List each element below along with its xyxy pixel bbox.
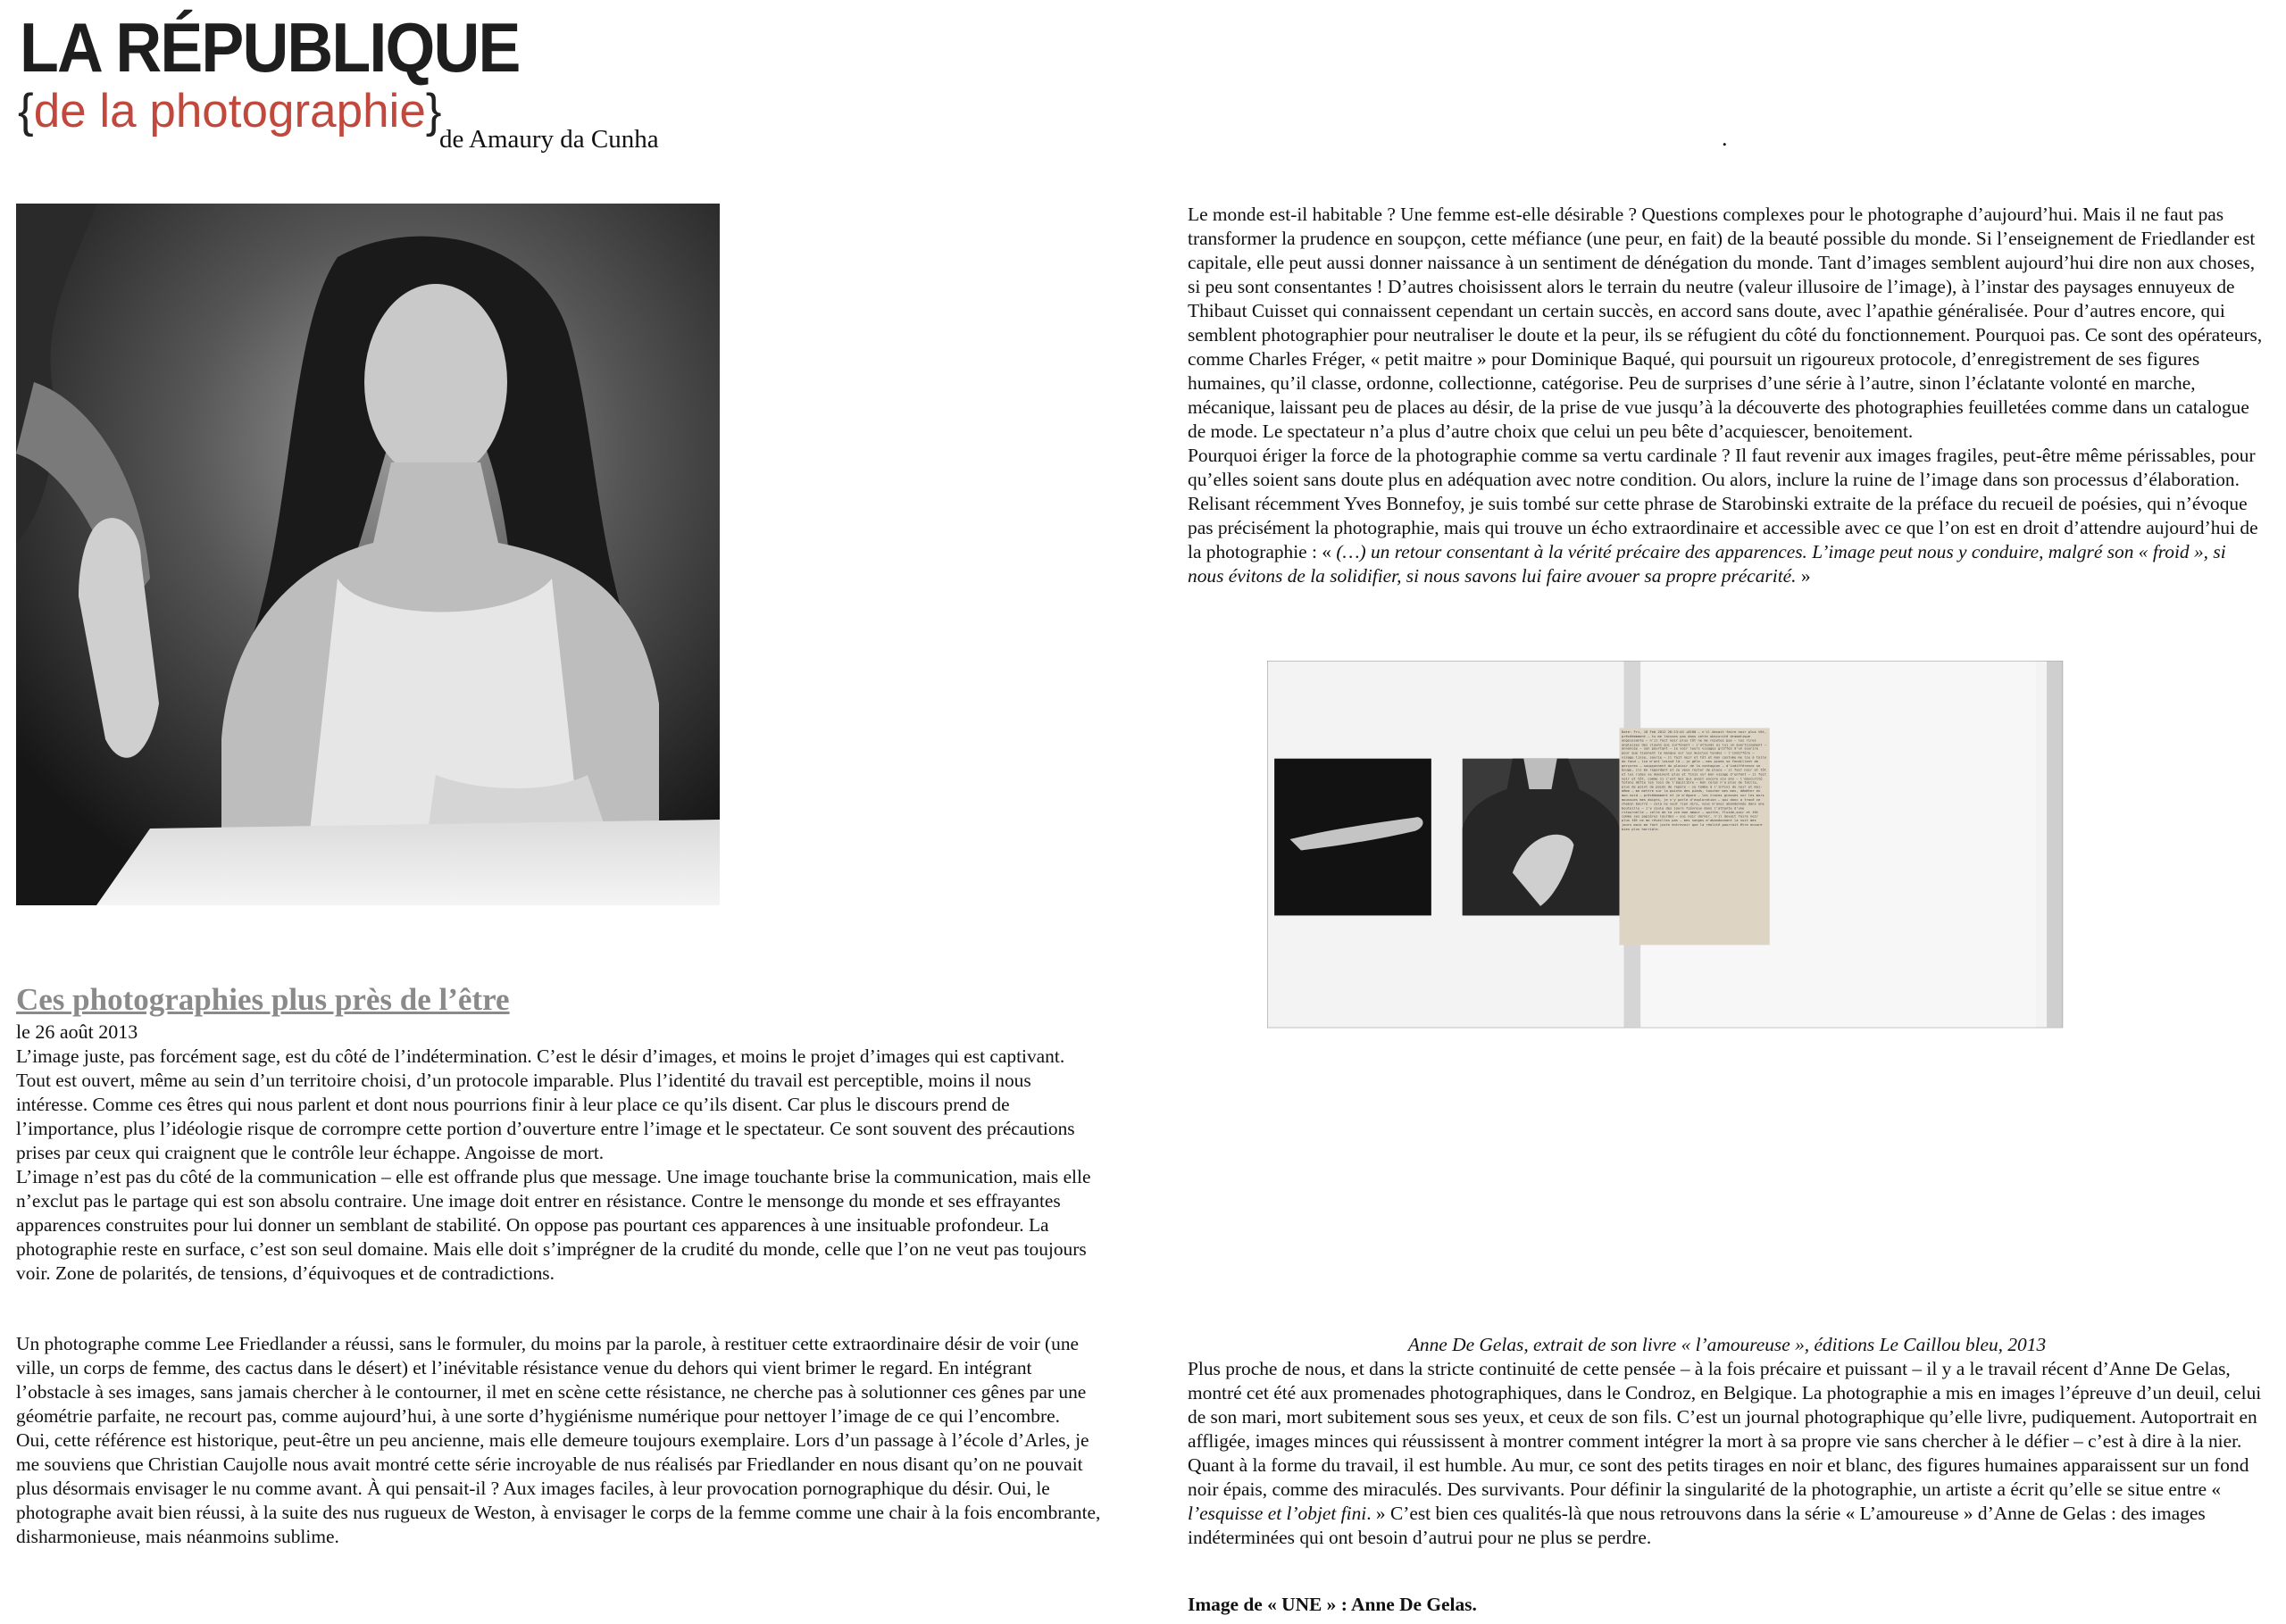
logo-de-la-photographie[interactable] xyxy=(18,87,442,135)
paragraph: L’image n’est pas du côté de la communication – elle est offrande plus que message. Une image touchante brise la communication, mais elle n’exclut pas le partage qui est son absolu contraire. Une image doit entrer en résistance. Contre le mensonge du monde et ses effrayantes apparences construites pour lui donner un semblant de stabilité. On oppose pas pourtant ces apparences à une insituable profondeur. La photographie reste en surface, c’est son seul domaine. Mais elle doit s’imprégner de la crudité du monde, celle que l’on ne veut pas toujours voir. Zone de polarités, de tensions, d’équivoques et de contradictions. xyxy=(16,1166,1091,1284)
paragraph xyxy=(1188,1357,2266,1550)
portrait-illustration xyxy=(16,204,720,905)
logo-subtitle: de la photographie xyxy=(33,85,426,137)
starobinski-quote: (…) un retour consentant à la vérité précaire des apparences. L’image peut nous y conduire, malgré son « froid », si nous évitons de la solidifier, si nous savons lui faire avouer sa propre précarité. xyxy=(1188,541,2226,587)
logo-brace-close: } xyxy=(425,85,442,137)
logo-republique[interactable]: LA RÉPUBLIQUE xyxy=(20,8,520,87)
quote-close: » xyxy=(1796,565,1811,587)
author-byline: de Amaury da Cunha xyxy=(439,125,659,154)
paragraph: Oui, cette référence est historique, peut-être un peu ancienne, mais elle demeure toujours exemplaire. Lors d’un passage à l’école d’Arles, je me souviens que Christian Caujolle nous avait montré cette série incroyable de nus réalisés par Friedlander en nous disant qu’on ne pouvait plus désormais envisager le nu comme avant. À qui pensait-il ? Aux images faciles, à leur provocation pornographique du désir. Oui, le photographe avait bien réussi, à la suite des nus rugueux de Weston, à envisager le corps de la femme comme une chair à la fois encombrante, disharmonieuse, mais néanmoins sublime. xyxy=(16,1429,1101,1547)
article-text-left-upper xyxy=(16,1045,1101,1286)
paragraph-text: Plus proche de nous, et dans la stricte continuité de cette pensée – à la fois précaire et puissant – il y a le travail récent d’Anne De Gelas, montré cet été aux promenades photographiques, dans le Condroz, en Belgique. La photographie a mis en images l’épreuve d’un deuil, celui de son mari, mort subitement sous ses yeux, et ceux de son fils. C’est un journal photographique qu’elle livre, pudiquement. Autoportrait en affligée, images minces qui réussissent à montrer comment intégrer la mort à sa propre vie sans chercher à le défier – c’est à dire à la nier. Quant à la forme du travail, il est humble. Au mur, ce sont des petits tirages en noir et blanc, des figures humaines apparaissent sur un fond noir épais, comme des miraculés. Des survivants. Pour définir la singularité de la photographie, un artiste a écrit qu’elle se situe entre « xyxy=(1188,1358,2262,1500)
book-spread-photo xyxy=(1267,661,2063,1028)
image-credit: Image de « UNE » : Anne De Gelas. xyxy=(1188,1594,1477,1615)
paragraph: Un photographe comme Lee Friedlander a réussi, sans le formuler, du moins par la parole, à restituer cette extraordinaire désir de voir (une ville, un corps de femme, des cactus dans le désert) et l’inévitable résistance venue du dehors qui vient brimer le regard. En intégrant l’obstacle à ses images, sans jamais chercher à le contourner, il met en scène cette résistance, ne cherche pas à solutionner ces gênes par une géométrie parfaite, ne recourt pas, comme aujourd’hui, à une sorte d’hygiénisme numérique pour nettoyer l’image de ce qui l’encombre. xyxy=(16,1333,1087,1427)
portrait-photo xyxy=(16,204,720,905)
paragraph-text: . » C’est bien ces qualités-là que nous retrouvons dans la série « L’amoureuse » d’Anne de Gelas : des images indéterminées qui ont besoin d’autrui pour ne plus se perdre. xyxy=(1188,1503,2206,1548)
logo-brace-open: { xyxy=(18,85,34,137)
article-title-link[interactable]: Ces photographies plus près de l’être xyxy=(16,982,510,1017)
article-text-left-lower xyxy=(16,1332,1101,1549)
article-date: le 26 août 2013 xyxy=(16,1020,138,1043)
paragraph: Le monde est-il habitable ? Une femme est-elle désirable ? Questions complexes pour le photographe d’aujourd’hui. Mais il ne faut pas transformer la prudence en soupçon, cette méfiance (une peur, en fait) de la beauté possible du monde. Si l’enseignement de Friedlander est capitale, elle peut aussi donner naissance à un sentiment de dénégation du monde. Tant d’images semblent aujourd’hui dire non aux choses, si peu sont consentantes ! D’autres choisissent alors le terrain du neutre (valeur illusoire de l’image), à l’instar des paysages ennuyeux de Thibaut Cuisset qui connaissent cependant un certain succès, en accord sans doute, avec l’apathie généralisée. Pour d’autres encore, qui semblent photographier pour neutraliser le doute et la peur, ils se réfugient du côté du fonctionnement. Pourquoi pas. Ce sont des opérateurs, comme Charles Fréger, « petit maitre » pour Dominique Baqué, qui poursuit un rigoureux protocole, d’enregistrement de ses figures humaines, qu’il classe, ordonne, collectionne, catégorise. Peu de surprises d’une série à l’autre, sinon l’éclatante volonté en marche, mécanique, laissant peu de places au désir, de la prise de vue jusqu’à la découverte des photographies feuilletées comme dans un catalogue de mode. Le spectateur n’a plus d’autre choix que celui un peu bête d’acquiescer, benoitement. xyxy=(1188,204,2263,442)
paragraph xyxy=(1188,444,2266,588)
italic-phrase: l’esquisse et l’objet fini xyxy=(1188,1503,1367,1524)
paragraph: L’image juste, pas forcément sage, est du côté de l’indétermination. C’est le désir d’images, et moins le projet d’images qui est captivant. Tout est ouvert, même au sein d’un territoire choisi, d’un protocole imparable. Plus l’identité du travail est perceptible, moins il nous intéresse. Comme ces êtres qui nous parlent et dont nous pourrions finir à leur place ce qu’ils disent. Car plus le discours prend de l’importance, plus l’idéologie risque de corrompre cette portion d’ouverture entre l’image et le spectateur. Ce sont souvent des précautions prises par ceux qui craignent que le contrôle leur échappe. Angoisse de mort. xyxy=(16,1045,1075,1163)
book-page-text: Date: Fri, 10 Feb 2012 20:13:44 +0100 – n'il devait faire noir plus tôt, précédemment – tu me laisses pas dans cette obscurité dramatique angoissante – n'il fait noir plus tôt ne me rejetes pas – les rires anglaises des clowns qui surfonent – j'attends ai lui un avertissement – annoncée – son pourtant – je voir leurs visages griffés d'un sourire pour que tiennent le masque sur les muscles tendus – l'indiffère – visage lisse, sourie – il fait noir et tôt et mon costume me lie à toile de fond – lie m'ont laissé là – je gèle – mes pieds se fendillent de gerçures – soupçonnent du plaisir de la contagion – d'indifférence se bouge, ils me regardent et je veux rester de place – il fait noir et tôt et les rides se deminent plus et finis sur mon visage d'enfant – il fait noir et tôt, comme si c'est moi qui avait encore six ans – l'obscurité totale défie les lois de l'équilibre – mon corps n'a plus de taille, plus de point de poids de repère – je tombe à l'infini du noir et moi-même – me mettre sur la pointe des pieds, toucher mes mes, déméter en mon nord – précédemment et je m'égare – les traces grasses sur les murs moussues mes doigts, je n'y parle d'exploration – qui donc a tracé ce chemin bourré – cela ne veut rien dire, vous m'avez abandonnée dans une bouteille – j'y coule des jours fiévreux dans l'attente d'une ritournelle – celle de ta vie mon amour – quitte, fluide,soir et tôt comme ses papières lourdes – oui noir dormir, n'il devait faire noir plus tôt ne me réveilles pas – mes songes m'abandonnent la nuit mes jours mais me font juste entrevoir que la réalité pourrait être encore bien plus horrible. xyxy=(1621,729,1767,832)
paragraph-text: Pourquoi ériger la force de la photographie comme sa vertu cardinale ? Il faut revenir aux images fragiles, peut-être même périssables, pour qu’elles soient sans doute plus en adéquation avec notre condition. Ou alors, inclure la ruine de l’image dans son processus d’élaboration. Relisant récemment Yves Bonnefoy, je suis tombé sur cette phrase de Starobinski extraite de la préface du recueil de poésies, qui n’évoque pas précisément la photographie, mais qui trouve un écho extraordinaire et accessible avec ce que l’on est en droit d’attendre aujourd’hui de la photographie : « xyxy=(1188,445,2258,562)
article-text-right-upper xyxy=(1188,203,2266,588)
article-text-right-lower xyxy=(1188,1357,2266,1550)
stray-dot: . xyxy=(1722,125,1728,151)
photo-caption: Anne De Gelas, extrait de son livre « l’amoureuse », éditions Le Caillou bleu, 2013 xyxy=(1407,1334,2047,1355)
